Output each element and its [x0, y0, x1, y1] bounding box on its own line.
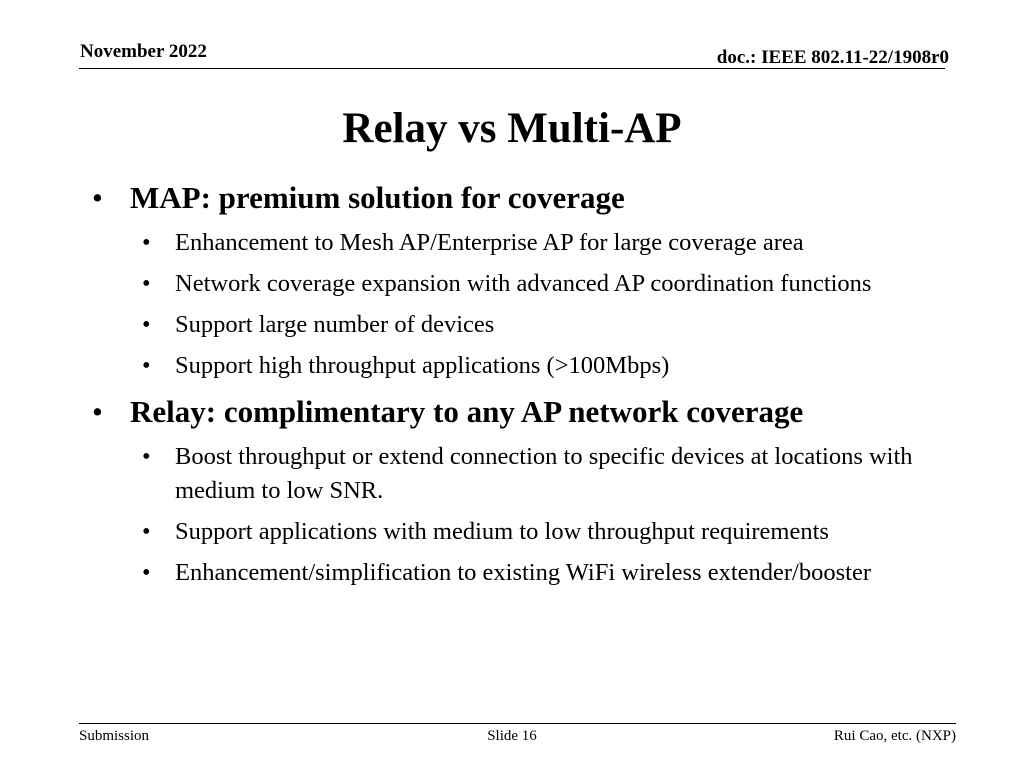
sub-bullet-text: Enhancement/simplification to existing WiFi wireless extender/booster	[175, 559, 871, 586]
footer-submission: Submission	[79, 728, 150, 744]
bullet-heading-relay	[92, 394, 804, 430]
bullet-icon: •	[142, 311, 151, 338]
sub-bullet-text: Network coverage expansion with advanced AP coordination functions	[175, 270, 872, 297]
sub-bullet	[142, 515, 990, 549]
bullet-icon: •	[142, 518, 151, 545]
bullet-heading-map	[92, 180, 625, 216]
bullet-icon: •	[142, 443, 151, 470]
bullet-icon: •	[142, 229, 151, 256]
bullet-icon: •	[92, 180, 103, 215]
sub-bullet	[142, 308, 990, 342]
header-doc-id: doc.: IEEE 802.11-22/1908r0	[716, 47, 949, 68]
sub-bullet-text: Support large number of devices	[175, 311, 495, 338]
footer-author: Rui Cao, etc. (NXP)	[833, 728, 956, 744]
sub-bullet	[142, 349, 990, 383]
bullet-icon: •	[142, 559, 151, 586]
sub-bullet-text: Support applications with medium to low throughput requirements	[175, 518, 829, 545]
bullet-icon: •	[92, 394, 103, 429]
sub-bullet	[142, 556, 990, 590]
bullet-heading-text: MAP: premium solution for coverage	[130, 180, 625, 215]
sub-bullet-text: Enhancement to Mesh AP/Enterprise AP for large coverage area	[175, 229, 804, 256]
bullet-icon: •	[142, 352, 151, 379]
sub-bullet	[142, 267, 990, 301]
footer-slide-number: Slide 16	[487, 728, 537, 744]
sub-bullet	[142, 226, 990, 260]
header-date: November 2022	[80, 41, 207, 62]
slide-title: Relay vs Multi-AP	[342, 105, 682, 152]
sub-bullet-text: Support high throughput applications (>100Mbps)	[175, 352, 670, 379]
sub-bullet-text: Boost throughput or extend connection to specific devices at locations with medium to low SNR.	[175, 443, 913, 504]
bullet-icon: •	[142, 270, 151, 297]
footer-divider	[79, 723, 956, 724]
bullet-heading-text: Relay: complimentary to any AP network coverage	[130, 394, 804, 429]
sub-bullet	[142, 440, 990, 508]
